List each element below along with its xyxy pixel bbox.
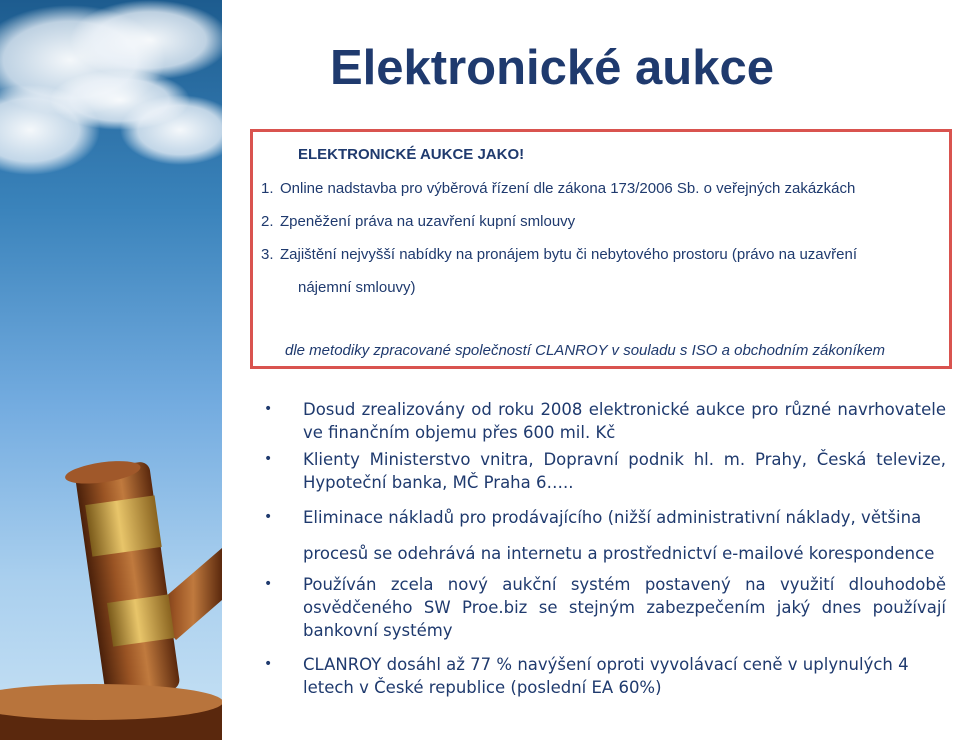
info-item-number: 1. <box>261 180 274 197</box>
info-item-text: Zpeněžení práva na uzavření kupní smlouvy <box>280 213 576 230</box>
info-item-number: 3. <box>261 246 274 263</box>
bullet-text: Eliminace nákladů pro prodávajícího (nižší administrativní náklady, většina <box>303 508 922 527</box>
bullet-icon: • <box>264 401 273 417</box>
info-list-item <box>261 211 857 233</box>
bullet-item <box>262 653 946 699</box>
bullet-icon: • <box>264 451 273 467</box>
bullet-item <box>262 448 946 494</box>
info-box-note: dle metodiky zpracované společností CLANROY v souladu s ISO a obchodním zákoníkem <box>285 342 886 359</box>
info-item-text: Zajištění nejvyšší nabídky na pronájem bytu či nebytového prostoru (právo na uzavření <box>280 246 857 263</box>
bullet-item <box>262 398 946 444</box>
bullet-text-continued: procesů se odehrává na internetu a prostřednictví e-mailové korespondence <box>303 544 935 563</box>
info-box <box>250 129 952 369</box>
info-item-text: Online nadstavba pro výběrová řízení dle zákona 173/2006 Sb. o veřejných zakázkách <box>280 180 856 197</box>
bullet-item <box>262 506 946 565</box>
gavel-illustration <box>0 0 222 740</box>
bullet-text: Klienty Ministerstvo vnitra, Dopravní podnik hl. m. Prahy, Česká televize, Hypoteční banka, MČ Praha 6….. <box>303 450 946 492</box>
bullet-icon: • <box>264 509 273 525</box>
bullet-icon: • <box>264 656 273 672</box>
decorative-side-image <box>0 0 222 740</box>
page-title: Elektronické aukce <box>330 41 774 95</box>
bullet-text: CLANROY dosáhl až 77 % navýšení oproti vyvolávací ceně v uplynulých 4 letech v České republice (poslední EA 60%) <box>303 655 909 697</box>
info-item-text-continued: nájemní smlouvy) <box>298 279 416 296</box>
bullet-list <box>262 398 946 699</box>
bullet-text: Dosud zrealizovány od roku 2008 elektronické aukce pro různé navrhovatele ve finančním objemu přes 600 mil. Kč <box>303 400 946 442</box>
bullet-item <box>262 573 946 642</box>
bullet-text: Používán zcela nový aukční systém postavený na využití dlouhodobě osvědčeného SW Proe.biz se stejným zabezpečením jaký dnes používají bankovní systémy <box>303 575 946 640</box>
info-item-number: 2. <box>261 213 274 230</box>
bullet-icon: • <box>264 576 273 592</box>
info-list-item <box>261 178 857 200</box>
info-box-list <box>261 178 857 310</box>
info-box-heading: ELEKTRONICKÉ AUKCE JAKO! <box>298 146 525 163</box>
info-list-item <box>261 244 857 299</box>
